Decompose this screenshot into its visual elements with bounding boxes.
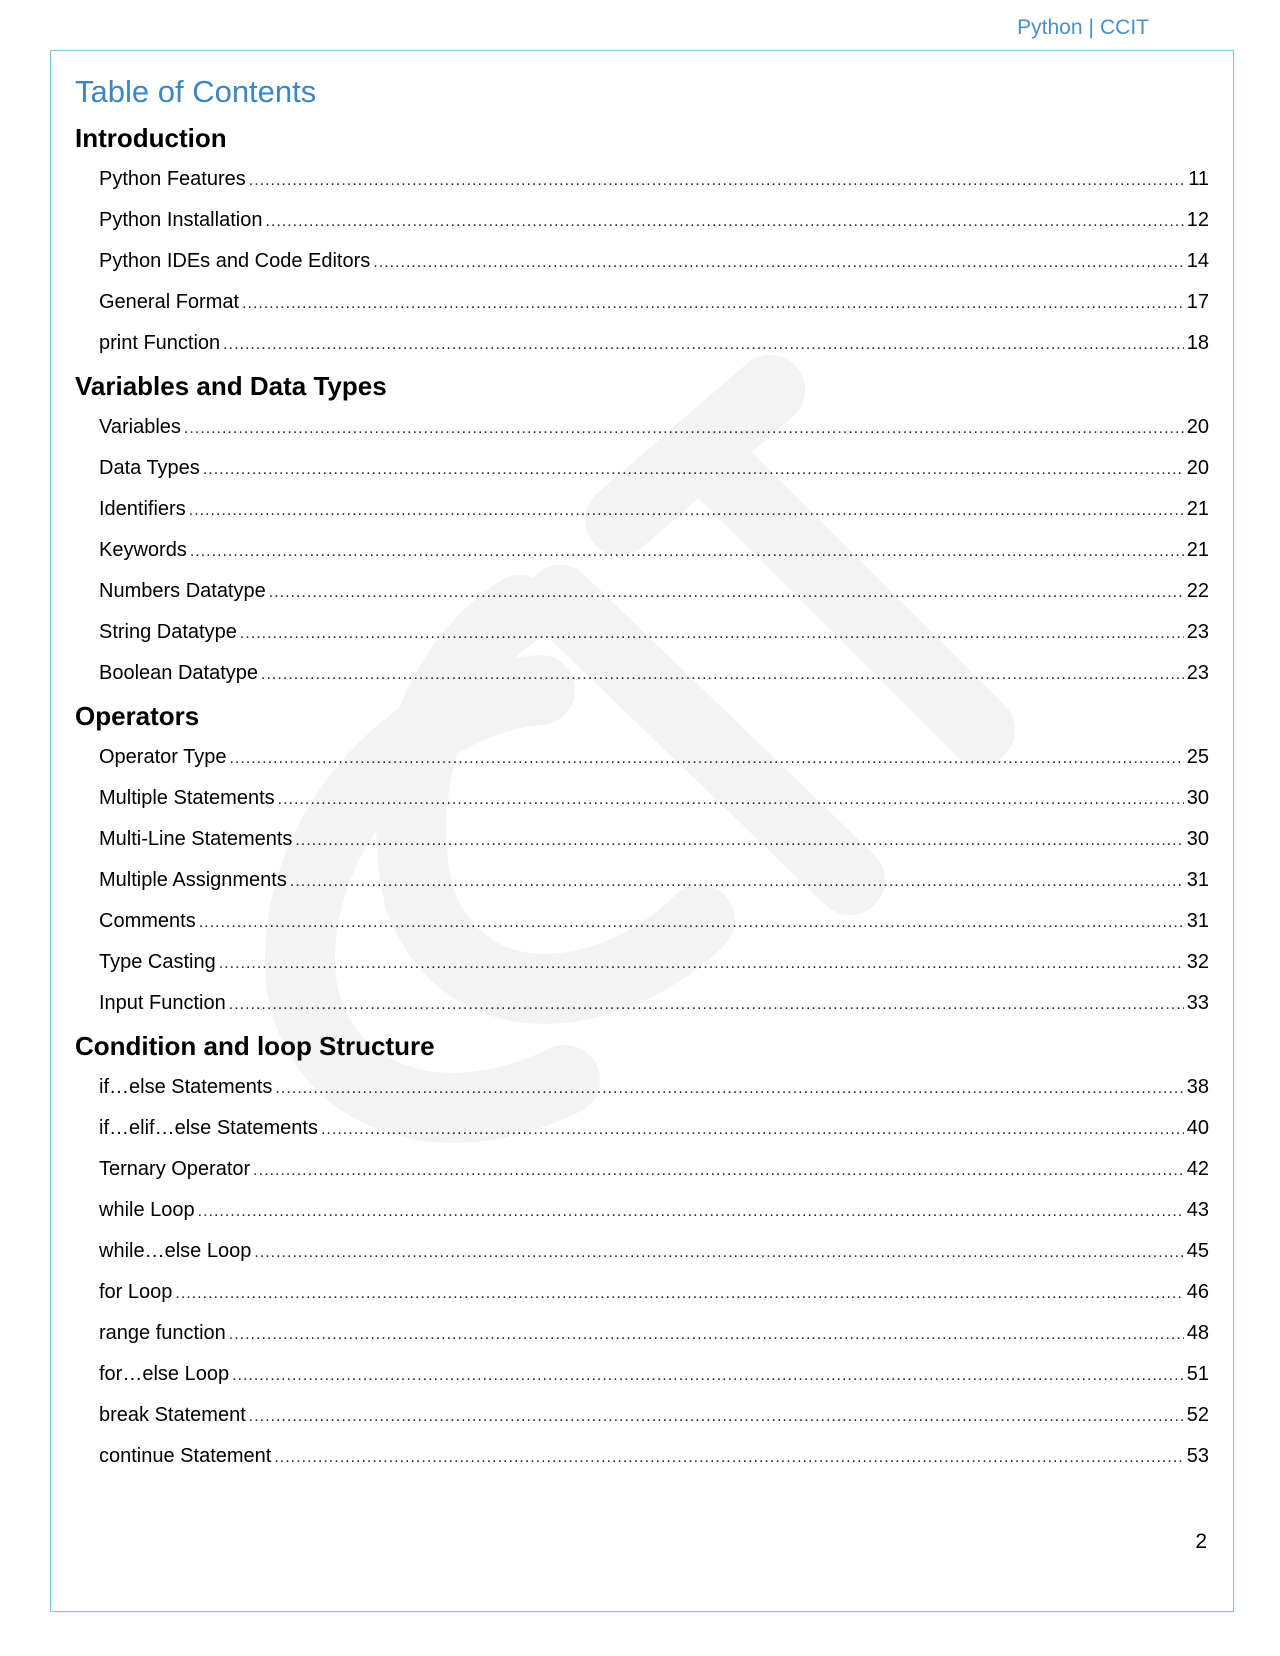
toc-section-variables bbox=[75, 366, 1209, 694]
entry-page: 48 bbox=[1186, 1322, 1209, 1344]
dot-leader bbox=[199, 902, 1184, 943]
entry-page: 43 bbox=[1186, 1199, 1209, 1221]
entry-page: 21 bbox=[1186, 498, 1209, 520]
entry-page: 33 bbox=[1186, 992, 1209, 1014]
dot-leader bbox=[275, 1068, 1183, 1109]
section-title: Variables and Data Types bbox=[75, 371, 387, 401]
toc-entry[interactable] bbox=[75, 737, 1209, 778]
entry-label: General Format bbox=[99, 291, 240, 313]
entry-page: 21 bbox=[1186, 539, 1209, 561]
entry-label: Multiple Statements bbox=[99, 787, 275, 809]
entry-label: while Loop bbox=[99, 1199, 195, 1221]
dot-leader bbox=[219, 943, 1184, 984]
header-brand: CCIT bbox=[1100, 16, 1149, 39]
toc-entry[interactable] bbox=[75, 901, 1209, 942]
toc-entry[interactable] bbox=[75, 159, 1209, 200]
entry-page: 40 bbox=[1186, 1117, 1209, 1139]
toc-section-introduction bbox=[75, 118, 1209, 364]
toc-section-conditions bbox=[75, 1026, 1209, 1477]
toc-entry[interactable] bbox=[75, 571, 1209, 612]
entry-label: if…else Statements bbox=[99, 1076, 273, 1098]
entry-page: 18 bbox=[1186, 332, 1209, 354]
dot-leader bbox=[253, 1150, 1184, 1191]
entry-page: 17 bbox=[1186, 291, 1209, 313]
entry-label: for…else Loop bbox=[99, 1363, 230, 1385]
toc-entry[interactable] bbox=[75, 1108, 1209, 1149]
dot-leader bbox=[190, 531, 1184, 572]
entry-label: Type Casting bbox=[99, 951, 216, 973]
toc-entry[interactable] bbox=[75, 1067, 1209, 1108]
dot-leader bbox=[249, 160, 1185, 201]
toc-entry[interactable] bbox=[75, 942, 1209, 983]
entry-page: 23 bbox=[1186, 621, 1209, 643]
toc-heading: Table of Contents bbox=[75, 74, 317, 109]
entry-label: continue Statement bbox=[99, 1445, 272, 1467]
dot-leader bbox=[189, 490, 1184, 531]
dot-leader bbox=[278, 779, 1184, 820]
toc-entry[interactable] bbox=[75, 1395, 1209, 1436]
entry-label: break Statement bbox=[99, 1404, 246, 1426]
entry-label: while…else Loop bbox=[99, 1240, 252, 1262]
dot-leader bbox=[254, 1232, 1183, 1273]
entry-label: Identifiers bbox=[99, 498, 186, 520]
dot-leader bbox=[261, 654, 1184, 695]
toc-entry[interactable] bbox=[75, 1231, 1209, 1272]
entry-label: Data Types bbox=[99, 457, 200, 479]
dot-leader bbox=[242, 283, 1184, 324]
entry-label: print Function bbox=[99, 332, 221, 354]
dot-leader bbox=[265, 201, 1183, 242]
section-title: Operators bbox=[75, 701, 200, 731]
toc-entry[interactable] bbox=[75, 323, 1209, 364]
header-separator: | bbox=[1088, 16, 1094, 39]
toc-entry[interactable] bbox=[75, 819, 1209, 860]
dot-leader bbox=[274, 1437, 1183, 1478]
section-title: Introduction bbox=[75, 123, 227, 153]
entry-page: 12 bbox=[1186, 209, 1209, 231]
entry-label: Multiple Assignments bbox=[99, 869, 287, 891]
toc-section-operators bbox=[75, 696, 1209, 1024]
entry-page: 31 bbox=[1186, 910, 1209, 932]
toc-entry[interactable] bbox=[75, 241, 1209, 282]
entry-page: 14 bbox=[1186, 250, 1209, 272]
entry-label: Boolean Datatype bbox=[99, 662, 259, 684]
toc-entry[interactable] bbox=[75, 860, 1209, 901]
entry-page: 23 bbox=[1186, 662, 1209, 684]
entry-page: 45 bbox=[1186, 1240, 1209, 1262]
entry-page: 30 bbox=[1186, 828, 1209, 850]
dot-leader bbox=[269, 572, 1184, 613]
entry-label: Keywords bbox=[99, 539, 187, 561]
entry-label: Python Installation bbox=[99, 209, 263, 231]
toc-entry[interactable] bbox=[75, 983, 1209, 1024]
section-title: Condition and loop Structure bbox=[75, 1031, 435, 1061]
entry-label: Variables bbox=[99, 416, 181, 438]
toc-entry[interactable] bbox=[75, 282, 1209, 323]
toc-entry[interactable] bbox=[75, 1149, 1209, 1190]
entry-label: Input Function bbox=[99, 992, 226, 1014]
dot-leader bbox=[321, 1109, 1184, 1150]
entry-page: 30 bbox=[1186, 787, 1209, 809]
toc-entry[interactable] bbox=[75, 489, 1209, 530]
dot-leader bbox=[295, 820, 1183, 861]
toc-entry[interactable] bbox=[75, 653, 1209, 694]
entry-label: range function bbox=[99, 1322, 226, 1344]
dot-leader bbox=[240, 613, 1184, 654]
toc-entry[interactable] bbox=[75, 200, 1209, 241]
dot-leader bbox=[249, 1396, 1184, 1437]
entry-page: 38 bbox=[1186, 1076, 1209, 1098]
toc-entry[interactable] bbox=[75, 1354, 1209, 1395]
dot-leader bbox=[232, 1355, 1184, 1396]
dot-leader bbox=[203, 449, 1184, 490]
entry-label: Python IDEs and Code Editors bbox=[99, 250, 371, 272]
toc-entry[interactable] bbox=[75, 1436, 1209, 1477]
dot-leader bbox=[229, 738, 1183, 779]
dot-leader bbox=[229, 1314, 1184, 1355]
dot-leader bbox=[198, 1191, 1184, 1232]
dot-leader bbox=[290, 861, 1184, 902]
toc-entry[interactable] bbox=[75, 1313, 1209, 1354]
entry-page: 51 bbox=[1186, 1363, 1209, 1385]
entry-page: 42 bbox=[1186, 1158, 1209, 1180]
dot-leader bbox=[373, 242, 1183, 283]
header-subject: Python bbox=[1017, 16, 1083, 39]
toc-entry[interactable] bbox=[75, 612, 1209, 653]
toc-entry[interactable] bbox=[75, 1190, 1209, 1231]
entry-page: 20 bbox=[1186, 457, 1209, 479]
entry-page: 20 bbox=[1186, 416, 1209, 438]
entry-label: for Loop bbox=[99, 1281, 173, 1303]
page-number: 2 bbox=[1195, 1530, 1207, 1553]
toc-entry[interactable] bbox=[75, 530, 1209, 571]
entry-page: 11 bbox=[1188, 168, 1209, 190]
entry-page: 31 bbox=[1186, 869, 1209, 891]
entry-page: 25 bbox=[1186, 746, 1209, 768]
dot-leader bbox=[175, 1273, 1183, 1314]
dot-leader bbox=[184, 408, 1184, 449]
entry-label: if…elif…else Statements bbox=[99, 1117, 318, 1139]
entry-label: Ternary Operator bbox=[99, 1158, 251, 1180]
entry-label: Numbers Datatype bbox=[99, 580, 266, 602]
dot-leader bbox=[229, 984, 1184, 1025]
entry-page: 52 bbox=[1186, 1404, 1209, 1426]
entry-page: 46 bbox=[1186, 1281, 1209, 1303]
toc-entry[interactable] bbox=[75, 778, 1209, 819]
entry-label: Multi-Line Statements bbox=[99, 828, 293, 850]
entry-label: Comments bbox=[99, 910, 196, 932]
entry-label: Operator Type bbox=[99, 746, 227, 768]
entry-label: String Datatype bbox=[99, 621, 237, 643]
entry-label: Python Features bbox=[99, 168, 246, 190]
entry-page: 32 bbox=[1186, 951, 1209, 973]
entry-page: 22 bbox=[1186, 580, 1209, 602]
toc-entry[interactable] bbox=[75, 1272, 1209, 1313]
dot-leader bbox=[223, 324, 1184, 365]
table-of-contents bbox=[75, 118, 1209, 1477]
running-header bbox=[1017, 16, 1149, 40]
toc-entry[interactable] bbox=[75, 407, 1209, 448]
toc-entry[interactable] bbox=[75, 448, 1209, 489]
entry-page: 53 bbox=[1186, 1445, 1209, 1467]
